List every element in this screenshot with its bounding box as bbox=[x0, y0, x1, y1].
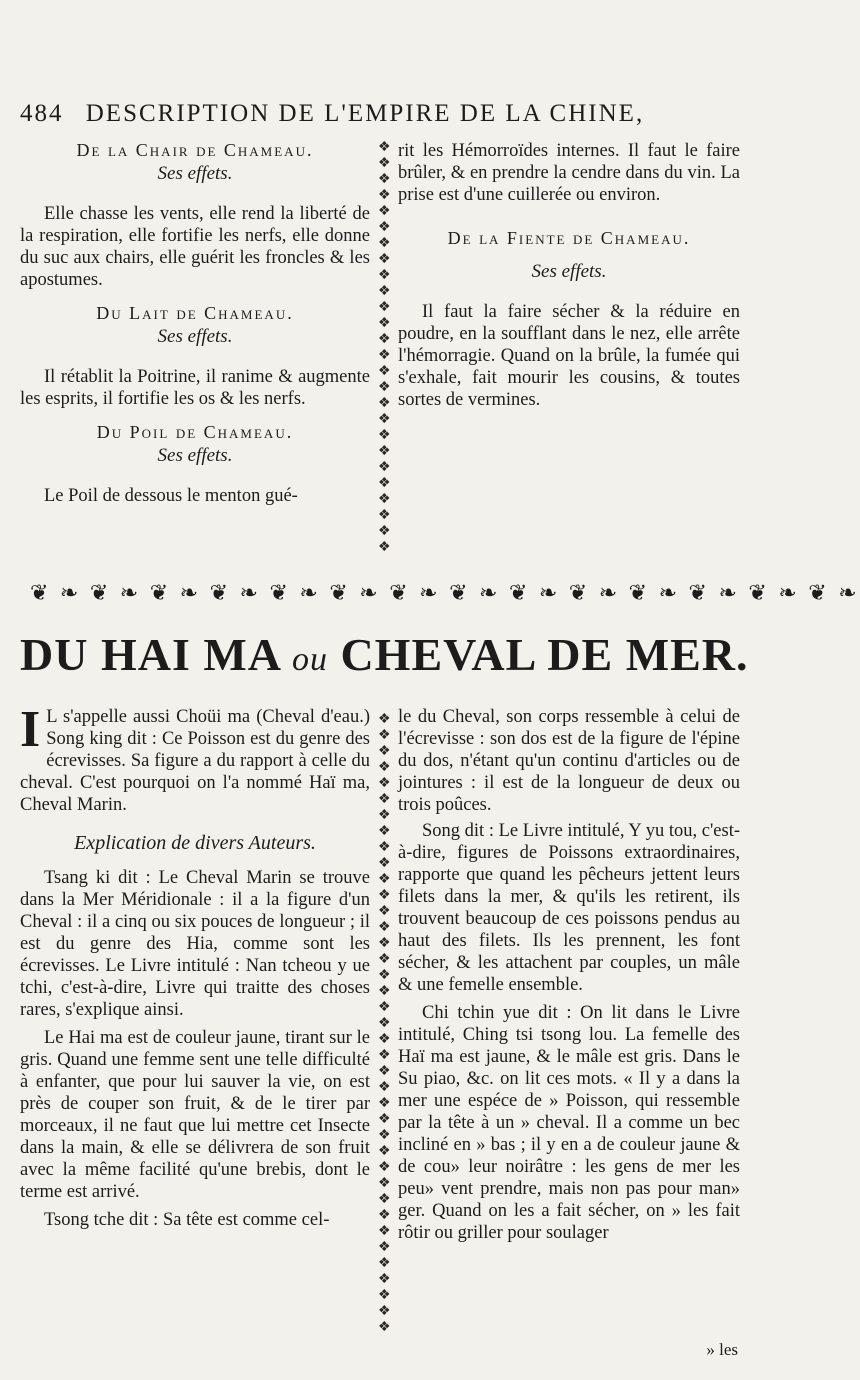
effets-label: Ses effets. bbox=[531, 261, 607, 282]
section-heading-poil: Du Poil de Chameau. bbox=[96, 422, 294, 442]
upper-right-column bbox=[398, 140, 740, 411]
paragraph: Elle chasse les vents, elle rend la liberté de la respiration, elle fortifie les nerfs, elle donne du suc aux chairs, elle guérit les froncles & les apostumes. bbox=[20, 204, 370, 290]
section-heading-chair: De la Chair de Chameau. bbox=[76, 140, 314, 160]
effets-label: Ses effets. bbox=[157, 326, 233, 347]
paragraph: Song dit : Le Livre intitulé, Y yu tou, c'est-à-dire, figures de Poissons extraordinaires, rapporte que quand les pêcheurs jettent leurs filets dans la mer, & qu'ils les retirent, ils trouvent beaucoup de ces poissons pendus au haut des filets. Ils les prennent, les font sécher, & les attachent par couples, un mâle & une femelle ensemble. bbox=[398, 821, 740, 995]
opening-paragraph bbox=[20, 701, 370, 816]
paragraph: Tsang ki dit : Le Cheval Marin se trouve dans la Mer Méridionale : il a la figure d'un Cheval : il a cinq ou six pouces de longueur ; il est du genre des Hia, comme sont les écrevisses. Le Livre intitulé : Nan tcheou y ue tchi, c'est-à-dire, Livre qui traitte des choses rares, s'explique ainsi. bbox=[20, 868, 370, 1020]
paragraph: rit les Hémorroïdes internes. Il faut le faire brûler, & en prendre la cendre dans du vin. La prise est d'une cuillerée ou environ. bbox=[398, 141, 740, 205]
title-conjunction: ou bbox=[291, 641, 328, 678]
paragraph: Le Poil de dessous le menton gué- bbox=[44, 486, 298, 506]
section-heading-lait: Du Lait de Chameau. bbox=[96, 303, 294, 323]
title-part-2: CHEVAL DE MER. bbox=[340, 629, 749, 680]
section-heading-fiente: De la Fiente de Chameau. bbox=[447, 228, 691, 248]
catchword: » les bbox=[706, 1340, 738, 1359]
running-title: DESCRIPTION DE L'EMPIRE DE LA CHINE, bbox=[85, 100, 645, 127]
paragraph: Il rétablit la Poitrine, il ranime & augmente les esprits, il fortifie les os & les nerfs. bbox=[20, 367, 370, 409]
chapter-title bbox=[20, 628, 780, 681]
effets-label: Ses effets. bbox=[157, 163, 233, 184]
subheading-explication: Explication de divers Auteurs. bbox=[74, 832, 316, 854]
page-number: 484 bbox=[20, 100, 64, 127]
effets-label: Ses effets. bbox=[157, 445, 233, 466]
paragraph: Le Hai ma est de couleur jaune, tirant sur le gris. Quand une femme sent une telle difficulté à enfanter, que pour lui sauver la vie, on est près de couper son fruit, & de le tirer par morceaux, il ne faut que lui mettre cet Insecte dans la main, & elle se délivrera de son fruit avec la même facilité qu'une brebis, dont le terme est arrivé. bbox=[20, 1028, 370, 1202]
paragraph: Il faut la faire sécher & la réduire en poudre, en la soufflant dans le nez, elle arrête l'hémorragie. Quand on la brûle, la fumée qui s'exhale, fait mourir les cousins, & toutes sortes de vermines. bbox=[398, 302, 740, 410]
column-divider-ornament: ❖ ❖ ❖ ❖ ❖ ❖ ❖ ❖ ❖ ❖ ❖ ❖ ❖ ❖ ❖ ❖ ❖ ❖ ❖ ❖ ❖ ❖ ❖ ❖ ❖ ❖ bbox=[378, 140, 391, 555]
paragraph-text: L s'appelle aussi Choüi ma (Cheval d'eau.) Song king dit : Ce Poisson est du genre des écrevisses. Sa figure a du rapport à celle du cheval. C'est pourquoi on l'a nommé Haï ma, Cheval Marin. bbox=[20, 707, 370, 815]
paragraph: Chi tchin yue dit : On lit dans le Livre intitulé, Ching tsi tsong lou. La femelle des Haï ma est jaune, & le mâle est gris. Dans le Su piao, &c. on lit ces mots. « Il y a dans la mer une espéce de » Poisson, qui ressemble par la tête à un » cheval. Il a comme un bec incliné en » bas ; il y en a de couleur jaune & de cou» leur noirâtre : les gens de mer les peu» vent prendre, mais non pas pour man» ger. Quand on les a fait sécher, on » les fait rôtir ou griller pour soulager bbox=[398, 1003, 740, 1243]
title-part-1: DU HAI MA bbox=[20, 629, 280, 680]
paragraph: Tsong tche dit : Sa tête est comme cel- bbox=[44, 1210, 330, 1230]
upper-left-column bbox=[20, 140, 370, 507]
paragraph: le du Cheval, son corps ressemble à celui de l'écrevisse : son dos est de la figure de l'épine du dos, n'étant qu'un continu d'articles ou de jointures : il est de la longueur de deux ou trois poûces. bbox=[398, 707, 740, 815]
running-head bbox=[20, 100, 780, 128]
drop-cap: I bbox=[20, 701, 41, 758]
lower-left-column bbox=[20, 701, 370, 1231]
ornamental-divider: ❦ ❧ ❦ ❧ ❦ ❧ ❦ ❧ ❦ ❧ ❦ ❧ ❦ ❧ ❦ ❧ ❦ ❧ ❦ ❧ ❦ ❧ ❦ ❧ ❦ ❧ ❦ ❧ bbox=[30, 580, 860, 605]
lower-right-column bbox=[398, 706, 740, 1244]
column-divider-ornament: ❖ ❖ ❖ ❖ ❖ ❖ ❖ ❖ ❖ ❖ ❖ ❖ ❖ ❖ ❖ ❖ ❖ ❖ ❖ ❖ ❖ ❖ ❖ ❖ ❖ ❖ ❖ ❖ ❖ ❖ ❖ ❖ ❖ ❖ ❖ ❖ ❖ ❖ ❖ bbox=[378, 712, 391, 1335]
